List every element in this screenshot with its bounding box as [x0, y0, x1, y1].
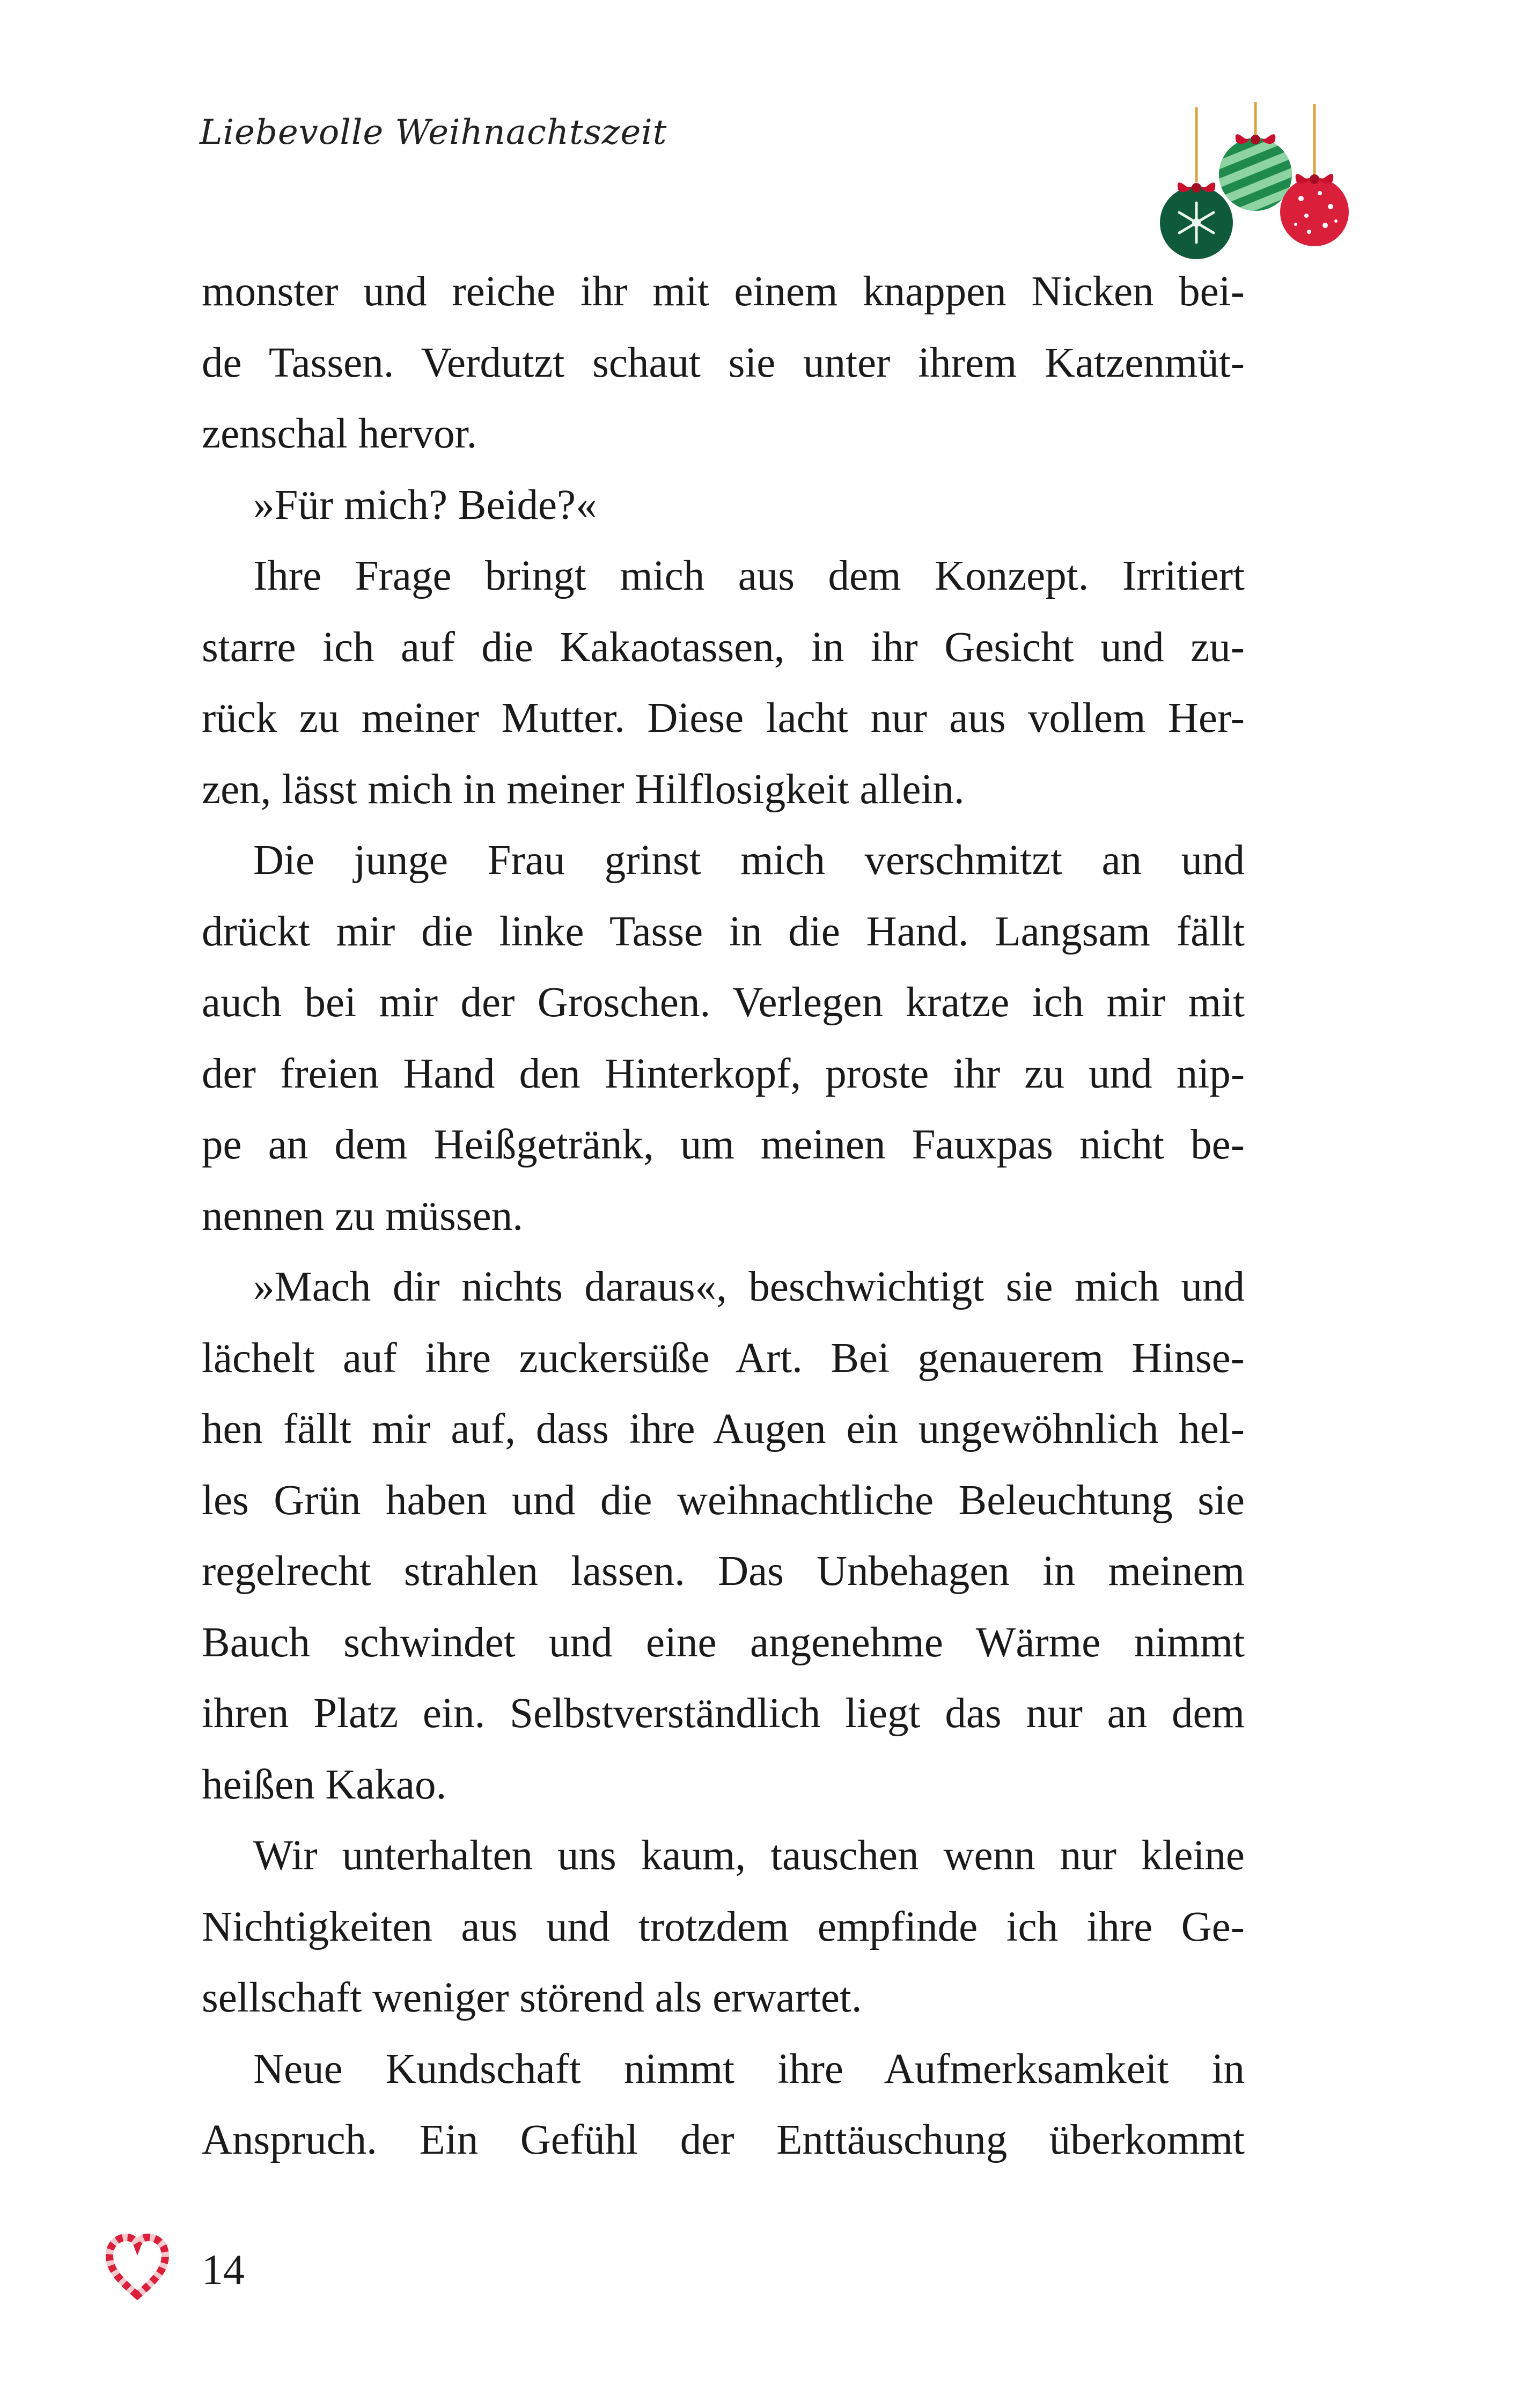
- text-line: les Grün haben und die weihnachtliche Beleuchtung sie: [202, 1477, 1245, 1524]
- text-line: zen, lässt mich in meiner Hilflosigkeit allein.: [202, 766, 965, 813]
- running-header-title: Liebevolle Weihnachtszeit: [200, 113, 667, 152]
- candy-cane-heart-icon: [105, 2232, 170, 2302]
- text-line: der freien Hand den Hinterkopf, proste ihr zu und nip-: [202, 1050, 1245, 1097]
- text-line: nennen zu müssen.: [202, 1192, 523, 1239]
- text-line: starre ich auf die Kakaotassen, in ihr Gesicht und zu-: [202, 623, 1245, 671]
- text-line: rück zu meiner Mutter. Diese lacht nur aus vollem Her-: [202, 695, 1245, 742]
- body-text: [202, 256, 1245, 2176]
- page-number: 14: [202, 2247, 245, 2294]
- text-line: sellschaft weniger störend als erwartet.: [202, 1974, 862, 2021]
- text-line: de Tassen. Verdutzt schaut sie unter ihrem Katzenmüt-: [202, 339, 1245, 386]
- text-line: pe an dem Heißgetränk, um meinen Fauxpas nicht be-: [202, 1121, 1245, 1168]
- text-line: Anspruch. Ein Gefühl der Enttäuschung überkommt: [202, 2117, 1245, 2163]
- text-line: Nichtigkeiten aus und trotzdem empfinde ich ihre Ge-: [202, 1903, 1245, 1950]
- christmas-ornaments-icon: [1143, 97, 1357, 268]
- text-line: heißen Kakao.: [202, 1761, 447, 1808]
- text-line: Die junge Frau grinst mich verschmitzt an und: [253, 837, 1245, 884]
- text-line: lächelt auf ihre zuckersüße Art. Bei genauerem Hinse-: [202, 1334, 1245, 1382]
- text-line: regelrecht strahlen lassen. Das Unbehagen in meinem: [202, 1548, 1245, 1595]
- text-line: monster und reiche ihr mit einem knappen Nicken bei-: [202, 268, 1245, 315]
- text-line: Wir unterhalten uns kaum, tauschen wenn nur kleine: [253, 1832, 1245, 1879]
- text-line: hen fällt mir auf, dass ihre Augen ein ungewöhnlich hel-: [202, 1406, 1245, 1452]
- page-footer: [105, 2232, 320, 2307]
- text-line: ihren Platz ein. Selbstverständlich liegt das nur an dem: [202, 1690, 1245, 1737]
- text-line: drückt mir die linke Tasse in die Hand. Langsam fällt: [202, 908, 1245, 955]
- text-line: Neue Kundschaft nimmt ihre Aufmerksamkeit in: [253, 2045, 1245, 2093]
- text-line: »Für mich? Beide?«: [253, 481, 597, 528]
- text-line: Bauch schwindet und eine angenehme Wärme nimmt: [202, 1619, 1245, 1666]
- text-line: zenschal hervor.: [202, 410, 477, 457]
- text-line: Ihre Frage bringt mich aus dem Konzept. Irritiert: [253, 553, 1245, 599]
- text-line: »Mach dir nichts daraus«, beschwichtigt sie mich und: [253, 1264, 1245, 1310]
- text-line: auch bei mir der Groschen. Verlegen kratze ich mir mit: [202, 979, 1245, 1026]
